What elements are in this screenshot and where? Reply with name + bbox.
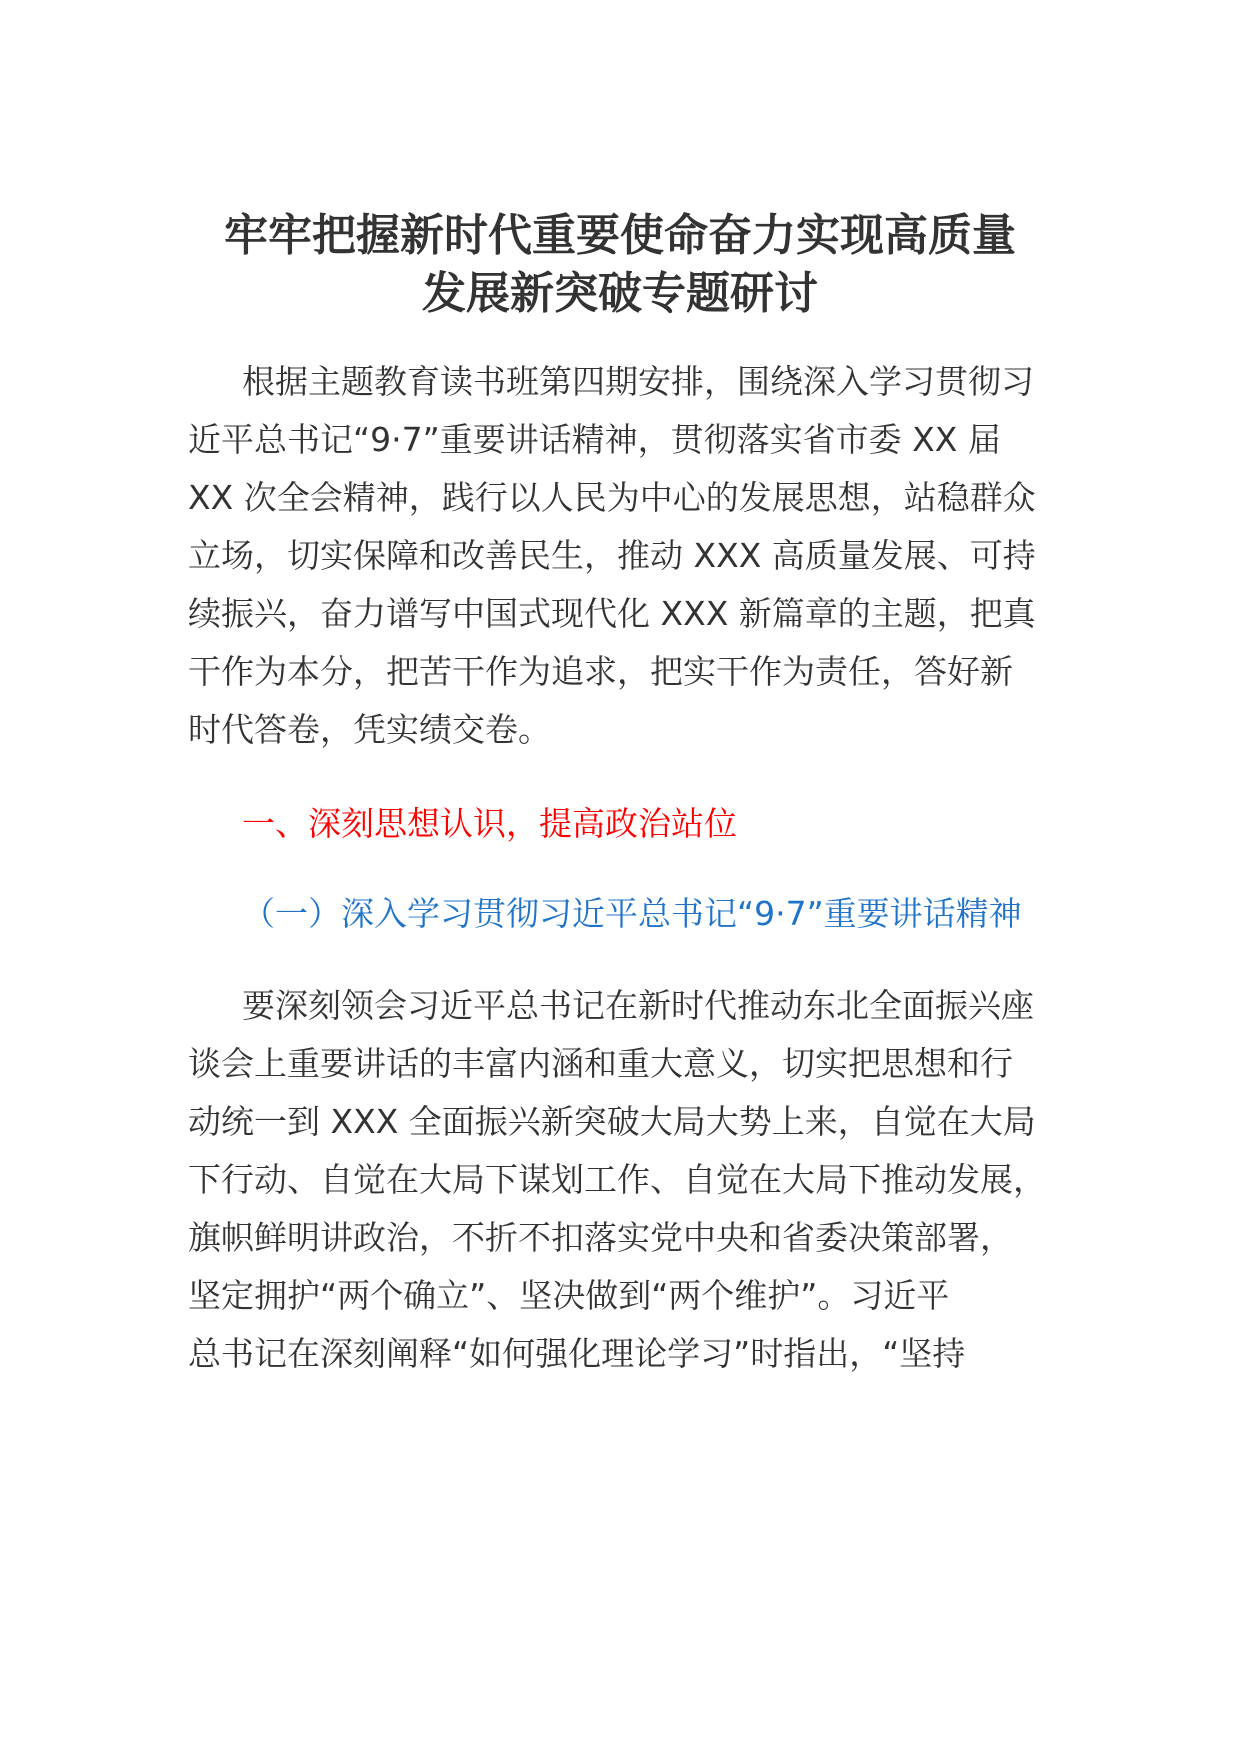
body-paragraph-line: 坚定拥护“两个确立”、坚决做到“两个维护”。习近平 — [188, 1276, 950, 1315]
body-paragraph-line: 谈会上重要讲话的丰富内涵和重大意义，切实把思想和行 — [188, 1044, 1013, 1083]
body-paragraph-line: 总书记在深刻阐释“如何强化理论学习”时指出，“坚持 — [188, 1334, 966, 1373]
intro-paragraph-line: 立场，切实保障和改善民生，推动 XXX 高质量发展、可持 — [188, 536, 1036, 575]
intro-paragraph-line: 近平总书记“9·7”重要讲话精神，贯彻落实省市委 XX 届 — [188, 420, 1001, 459]
intro-paragraph-line: XX 次全会精神，践行以人民为中心的发展思想，站稳群众 — [188, 478, 1036, 517]
body-paragraph-line: 旗帜鲜明讲政治，不折不扣落实党中央和省委决策部署， — [188, 1218, 1013, 1257]
document-title-line-1: 牢牢把握新时代重要使命奋力实现高质量 — [224, 210, 1016, 261]
section-heading: 一、深刻思想认识，提高政治站位 — [242, 804, 737, 843]
body-paragraph-line: 下行动、自觉在大局下谋划工作、自觉在大局下推动发展， — [188, 1160, 1046, 1199]
intro-paragraph-line: 干作为本分，把苦干作为追求，把实干作为责任，答好新 — [188, 652, 1013, 691]
body-paragraph-line: 动统一到 XXX 全面振兴新突破大局大势上来，自觉在大局 — [188, 1102, 1036, 1141]
intro-paragraph-line: 续振兴，奋力谱写中国式现代化 XXX 新篇章的主题，把真 — [188, 594, 1036, 633]
subsection-heading: （一）深入学习贯彻习近平总书记“9·7”重要讲话精神 — [242, 894, 1022, 933]
body-paragraph-line: 要深刻领会习近平总书记在新时代推动东北全面振兴座 — [242, 986, 1034, 1025]
document-title-line-2: 发展新突破专题研讨 — [422, 268, 818, 319]
intro-paragraph-line: 时代答卷，凭实绩交卷。 — [188, 710, 551, 749]
intro-paragraph-line: 根据主题教育读书班第四期安排，围绕深入学习贯彻习 — [242, 362, 1034, 401]
